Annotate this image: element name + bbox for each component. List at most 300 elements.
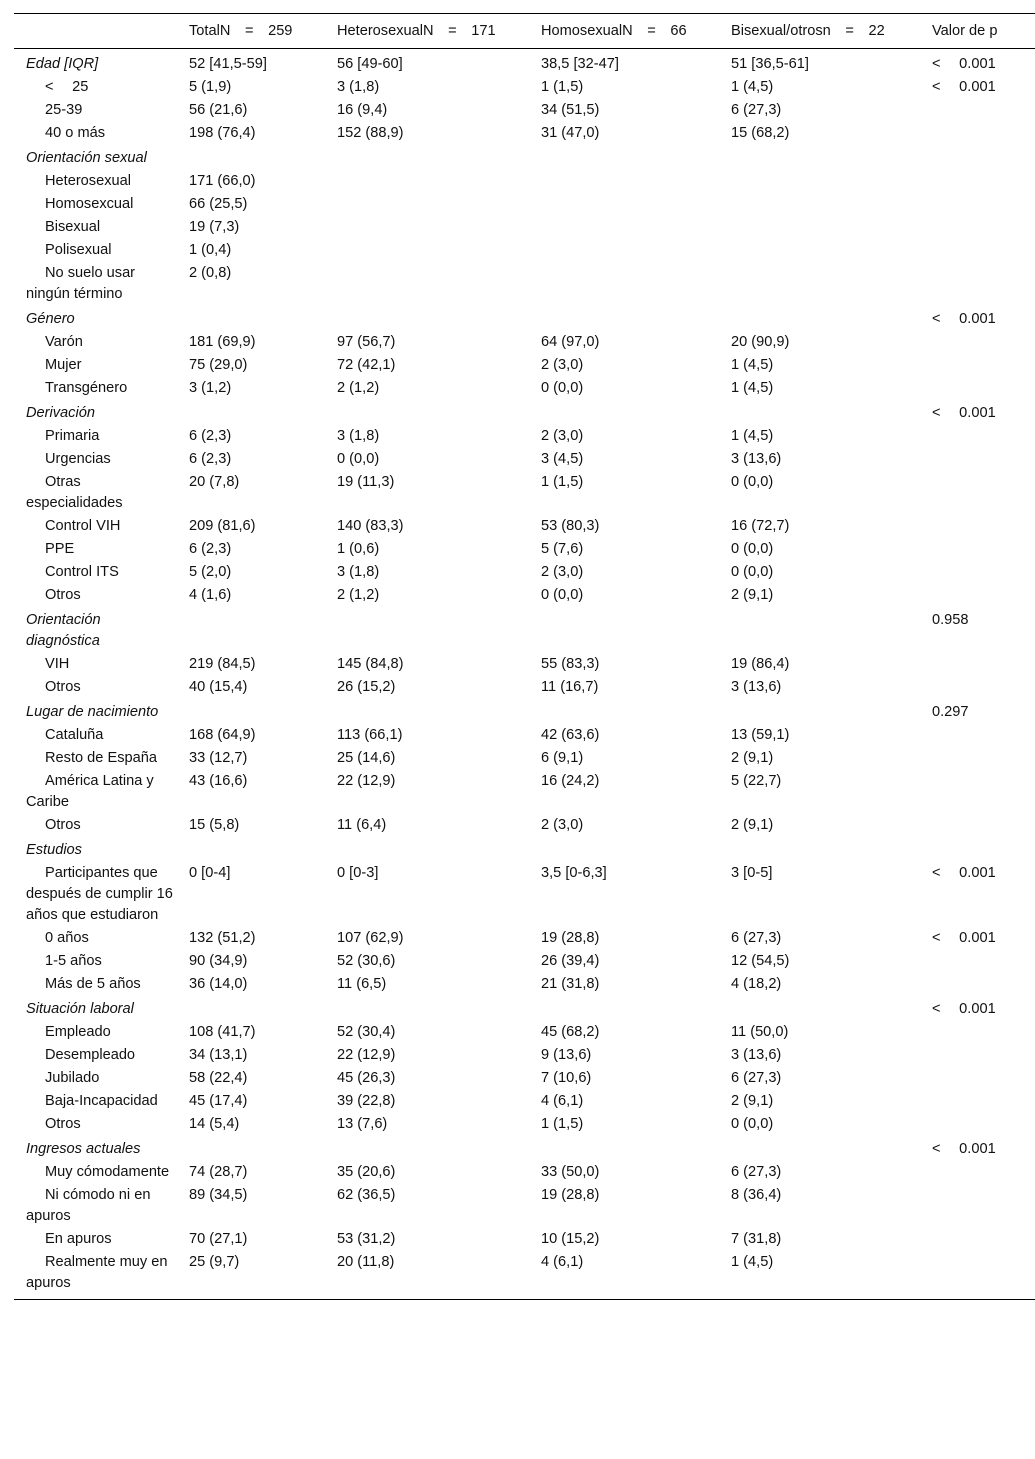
- table-row: [14, 331, 1035, 354]
- cell-homosexual: [527, 996, 717, 1021]
- cell-bisexual-otros: [717, 607, 918, 653]
- table-row: [14, 1251, 1035, 1300]
- cell-total: 70 (27,1): [189, 1231, 248, 1247]
- cell-heterosexual: 113 (66,1): [337, 727, 403, 743]
- cell-total: 6 (2,3): [189, 428, 232, 444]
- cell-homosexual: 34 (51,5): [541, 102, 600, 118]
- cell-bisexual-otros: 1 (4,5): [731, 357, 774, 373]
- cell-homosexual: 45 (68,2): [541, 1024, 600, 1040]
- table-row: [14, 724, 1035, 747]
- cell-p-value: [918, 770, 1035, 814]
- cell-bisexual-otros: 19 (86,4): [731, 656, 790, 672]
- cell-heterosexual: 0 [0-3]: [337, 865, 379, 881]
- cell-homosexual: [527, 1136, 717, 1161]
- table-row: [14, 1228, 1035, 1251]
- cell-total: 43 (16,6): [189, 773, 248, 789]
- cell-p-value: [918, 1228, 1035, 1251]
- cell-p-value: [918, 239, 1035, 262]
- cell-heterosexual: [323, 400, 527, 425]
- cell-homosexual: 38,5 [32-47]: [541, 56, 619, 72]
- cell-p-value: [918, 814, 1035, 837]
- cell-homosexual: 19 (28,8): [541, 1187, 600, 1203]
- table-row: [14, 122, 1035, 145]
- cell-heterosexual: 53 (31,2): [337, 1231, 396, 1247]
- table-row: [14, 216, 1035, 239]
- cell-homosexual: 1 (1,5): [541, 79, 584, 95]
- cell-homosexual: 3,5 [0-6,3]: [541, 865, 607, 881]
- table-row: [14, 561, 1035, 584]
- cell-total: 33 (12,7): [189, 750, 248, 766]
- cell-p-value: < 0.001: [932, 1001, 996, 1017]
- cell-p-value: < 0.001: [932, 79, 996, 95]
- cell-homosexual: 2 (3,0): [541, 357, 584, 373]
- cell-heterosexual: 0 (0,0): [337, 451, 380, 467]
- cell-total: 1 (0,4): [189, 242, 232, 258]
- cell-p-value: [918, 584, 1035, 607]
- cell-bisexual-otros: [717, 262, 918, 306]
- cell-label: Estudios: [26, 842, 82, 858]
- table-header: [14, 14, 1035, 49]
- cell-heterosexual: [323, 607, 527, 653]
- cell-label: Muy cómodamente: [45, 1164, 170, 1180]
- cell-bisexual-otros: 7 (31,8): [731, 1231, 782, 1247]
- cell-p-value: [918, 1090, 1035, 1113]
- cell-heterosexual: 97 (56,7): [337, 334, 396, 350]
- cell-homosexual: [527, 170, 717, 193]
- cell-total: 5 (1,9): [189, 79, 232, 95]
- cell-total: 209 (81,6): [189, 518, 256, 534]
- table-row: [14, 1090, 1035, 1113]
- cell-homosexual: 2 (3,0): [541, 817, 584, 833]
- cell-p-value: [918, 145, 1035, 170]
- table-row: [14, 193, 1035, 216]
- cell-total: 74 (28,7): [189, 1164, 248, 1180]
- cell-total: 75 (29,0): [189, 357, 248, 373]
- cell-bisexual-otros: 1 (4,5): [731, 1254, 774, 1270]
- cell-label: Otros: [45, 1116, 81, 1132]
- cell-label: En apuros: [45, 1231, 112, 1247]
- table-row: [14, 538, 1035, 561]
- cell-p-value: [918, 354, 1035, 377]
- cell-label: Cataluña: [45, 727, 104, 743]
- cell-heterosexual: 45 (26,3): [337, 1070, 396, 1086]
- cell-heterosexual: 2 (1,2): [337, 587, 380, 603]
- cell-label: Ni cómodo ni en apuros: [26, 1187, 151, 1224]
- cell-label: Orientación sexual: [26, 150, 147, 166]
- cell-total: [175, 400, 323, 425]
- cell-total: 58 (22,4): [189, 1070, 248, 1086]
- table-row: [14, 170, 1035, 193]
- cell-bisexual-otros: 2 (9,1): [731, 1093, 774, 1109]
- cell-homosexual: 1 (1,5): [541, 1116, 584, 1132]
- header-cell-heterosexual: HeterosexualN = 171: [337, 22, 496, 39]
- table-row: [14, 377, 1035, 400]
- cell-homosexual: [527, 216, 717, 239]
- cell-heterosexual: 22 (12,9): [337, 1047, 396, 1063]
- cell-total: 34 (13,1): [189, 1047, 248, 1063]
- cell-heterosexual: 3 (1,8): [337, 79, 380, 95]
- cell-bisexual-otros: [717, 1136, 918, 1161]
- cell-heterosexual: 39 (22,8): [337, 1093, 396, 1109]
- category-row: [14, 49, 1035, 77]
- cell-heterosexual: 20 (11,8): [337, 1254, 395, 1270]
- cell-bisexual-otros: [717, 996, 918, 1021]
- cell-heterosexual: 145 (84,8): [337, 656, 404, 672]
- cell-total: 0 [0-4]: [189, 865, 231, 881]
- cell-heterosexual: 56 [49-60]: [337, 56, 403, 72]
- cell-label: Otros: [45, 679, 81, 695]
- cell-heterosexual: 11 (6,4): [337, 817, 387, 833]
- cell-homosexual: [527, 400, 717, 425]
- cell-bisexual-otros: 11 (50,0): [731, 1024, 789, 1040]
- table-row: [14, 747, 1035, 770]
- cell-heterosexual: 62 (36,5): [337, 1187, 396, 1203]
- cell-bisexual-otros: 5 (22,7): [731, 773, 782, 789]
- cell-total: 90 (34,9): [189, 953, 248, 969]
- cell-heterosexual: [323, 216, 527, 239]
- cell-total: 25 (9,7): [189, 1254, 240, 1270]
- cell-homosexual: 26 (39,4): [541, 953, 600, 969]
- category-row: [14, 400, 1035, 425]
- cell-homosexual: [527, 306, 717, 331]
- table-row: [14, 676, 1035, 699]
- category-row: [14, 145, 1035, 170]
- cell-total: 45 (17,4): [189, 1093, 248, 1109]
- cell-heterosexual: [323, 170, 527, 193]
- header-cell-p-value: Valor de p: [932, 22, 998, 39]
- cell-heterosexual: [323, 306, 527, 331]
- cell-label: No suelo usar ningún término: [26, 265, 136, 302]
- cell-homosexual: 11 (16,7): [541, 679, 599, 695]
- cell-total: 14 (5,4): [189, 1116, 240, 1132]
- cell-p-value: < 0.001: [932, 311, 996, 327]
- cell-total: 198 (76,4): [189, 125, 256, 141]
- cell-label: Polisexual: [45, 242, 112, 258]
- cell-label: Homosexcual: [45, 196, 134, 212]
- cell-heterosexual: 11 (6,5): [337, 976, 387, 992]
- cell-p-value: [918, 170, 1035, 193]
- cell-label: Otros: [45, 817, 81, 833]
- cell-p-value: [918, 561, 1035, 584]
- cell-p-value: [918, 973, 1035, 996]
- cell-bisexual-otros: [717, 306, 918, 331]
- cell-homosexual: [527, 193, 717, 216]
- cell-p-value: [918, 425, 1035, 448]
- cell-p-value: [918, 515, 1035, 538]
- cell-p-value: [918, 1184, 1035, 1228]
- cell-label: Urgencias: [45, 451, 111, 467]
- table-row: [14, 515, 1035, 538]
- category-row: [14, 837, 1035, 862]
- cell-heterosexual: 19 (11,3): [337, 474, 395, 490]
- cell-total: 4 (1,6): [189, 587, 232, 603]
- cell-total: 36 (14,0): [189, 976, 248, 992]
- cell-heterosexual: 13 (7,6): [337, 1116, 388, 1132]
- cell-bisexual-otros: 3 (13,6): [731, 679, 782, 695]
- cell-heterosexual: [323, 193, 527, 216]
- cell-label: PPE: [45, 541, 75, 557]
- cell-label: Orientación diagnóstica: [26, 612, 101, 649]
- cell-p-value: [918, 747, 1035, 770]
- cell-label: < 25: [45, 79, 89, 95]
- header-row: [14, 14, 1035, 49]
- cell-p-value: 0.958: [932, 612, 969, 628]
- cell-label: Participantes que después de cumplir 16 años que estudiaron: [26, 865, 173, 923]
- cell-label: Varón: [45, 334, 83, 350]
- cell-p-value: [918, 216, 1035, 239]
- table-row: [14, 1067, 1035, 1090]
- cell-homosexual: 53 (80,3): [541, 518, 600, 534]
- cell-total: 6 (2,3): [189, 541, 232, 557]
- cell-bisexual-otros: [717, 145, 918, 170]
- header-cell-total: TotalN = 259: [189, 22, 293, 39]
- cell-heterosexual: 52 (30,4): [337, 1024, 396, 1040]
- table-row: [14, 471, 1035, 515]
- cell-total: 132 (51,2): [189, 930, 256, 946]
- cell-bisexual-otros: 8 (36,4): [731, 1187, 782, 1203]
- cell-p-value: [918, 99, 1035, 122]
- cell-label: Heterosexual: [45, 173, 131, 189]
- table-row: [14, 262, 1035, 306]
- cell-total: 20 (7,8): [189, 474, 240, 490]
- cell-bisexual-otros: 20 (90,9): [731, 334, 790, 350]
- cell-total: [175, 837, 323, 862]
- cell-p-value: < 0.001: [932, 56, 996, 72]
- cell-bisexual-otros: 1 (4,5): [731, 380, 774, 396]
- cell-total: [175, 145, 323, 170]
- cell-total: 6 (2,3): [189, 451, 232, 467]
- cell-total: 52 [41,5-59]: [189, 56, 267, 72]
- cell-homosexual: [527, 607, 717, 653]
- cell-total: 5 (2,0): [189, 564, 232, 580]
- cell-p-value: [918, 193, 1035, 216]
- cell-heterosexual: 152 (88,9): [337, 125, 404, 141]
- cell-homosexual: 0 (0,0): [541, 380, 584, 396]
- header-cell-homosexual: HomosexualN = 66: [541, 22, 687, 39]
- cell-total: [175, 996, 323, 1021]
- cell-label: VIH: [45, 656, 70, 672]
- table-row: [14, 99, 1035, 122]
- cell-total: 168 (64,9): [189, 727, 256, 743]
- cell-p-value: [918, 377, 1035, 400]
- cell-bisexual-otros: [717, 193, 918, 216]
- cell-homosexual: 42 (63,6): [541, 727, 600, 743]
- cell-p-value: [918, 1251, 1035, 1300]
- cell-heterosexual: 3 (1,8): [337, 564, 380, 580]
- cell-homosexual: 3 (4,5): [541, 451, 584, 467]
- cell-p-value: [918, 1021, 1035, 1044]
- cell-p-value: [918, 1067, 1035, 1090]
- cell-bisexual-otros: 3 (13,6): [731, 1047, 782, 1063]
- cell-total: [175, 306, 323, 331]
- cell-label: Ingresos actuales: [26, 1141, 141, 1157]
- cell-p-value: 0.297: [932, 704, 969, 720]
- cell-p-value: [918, 724, 1035, 747]
- cell-heterosexual: [323, 145, 527, 170]
- cell-total: 181 (69,9): [189, 334, 256, 350]
- cell-homosexual: 16 (24,2): [541, 773, 600, 789]
- cell-bisexual-otros: 51 [36,5-61]: [731, 56, 809, 72]
- cell-label: Empleado: [45, 1024, 111, 1040]
- cell-homosexual: 10 (15,2): [541, 1231, 600, 1247]
- cell-p-value: [918, 538, 1035, 561]
- cell-bisexual-otros: 6 (27,3): [731, 930, 782, 946]
- category-row: [14, 699, 1035, 724]
- cell-p-value: [918, 448, 1035, 471]
- cell-label: Desempleado: [45, 1047, 136, 1063]
- cell-total: 19 (7,3): [189, 219, 240, 235]
- cell-homosexual: [527, 699, 717, 724]
- cell-label: Baja-Incapacidad: [45, 1093, 158, 1109]
- cell-label: Más de 5 años: [45, 976, 141, 992]
- cell-heterosexual: [323, 239, 527, 262]
- table-row: [14, 862, 1035, 927]
- cell-homosexual: 9 (13,6): [541, 1047, 592, 1063]
- cell-heterosexual: [323, 262, 527, 306]
- cell-label: Otros: [45, 587, 81, 603]
- cell-label: Derivación: [26, 405, 95, 421]
- cell-p-value: [918, 331, 1035, 354]
- cell-label: Mujer: [45, 357, 82, 373]
- cell-heterosexual: 72 (42,1): [337, 357, 396, 373]
- cell-bisexual-otros: 2 (9,1): [731, 750, 774, 766]
- cell-label: Lugar de nacimiento: [26, 704, 159, 720]
- cell-homosexual: 0 (0,0): [541, 587, 584, 603]
- cell-homosexual: [527, 145, 717, 170]
- table-row: [14, 354, 1035, 377]
- cell-label: 25-39: [45, 102, 83, 118]
- cell-heterosexual: 22 (12,9): [337, 773, 396, 789]
- table-row: [14, 76, 1035, 99]
- cell-heterosexual: [323, 699, 527, 724]
- cell-total: 40 (15,4): [189, 679, 248, 695]
- cell-label: 0 años: [45, 930, 89, 946]
- cell-p-value: [918, 950, 1035, 973]
- cell-label: Transgénero: [45, 380, 128, 396]
- cell-heterosexual: 3 (1,8): [337, 428, 380, 444]
- cell-label: Realmente muy en apuros: [26, 1254, 168, 1291]
- cell-heterosexual: 52 (30,6): [337, 953, 396, 969]
- cell-homosexual: 33 (50,0): [541, 1164, 600, 1180]
- cell-bisexual-otros: 13 (59,1): [731, 727, 790, 743]
- cell-label: Género: [26, 311, 75, 327]
- cell-p-value: [918, 837, 1035, 862]
- cell-bisexual-otros: 0 (0,0): [731, 564, 774, 580]
- cell-homosexual: [527, 837, 717, 862]
- category-row: [14, 306, 1035, 331]
- category-row: [14, 607, 1035, 653]
- demographics-table: [14, 13, 1035, 1300]
- table-row: [14, 425, 1035, 448]
- cell-heterosexual: 16 (9,4): [337, 102, 388, 118]
- table-row: [14, 653, 1035, 676]
- cell-label: Control ITS: [45, 564, 119, 580]
- cell-homosexual: 5 (7,6): [541, 541, 584, 557]
- cell-total: 219 (84,5): [189, 656, 256, 672]
- cell-heterosexual: [323, 1136, 527, 1161]
- cell-bisexual-otros: 6 (27,3): [731, 102, 782, 118]
- header-cell-label: [14, 14, 175, 49]
- cell-label: 1-5 años: [45, 953, 102, 969]
- cell-bisexual-otros: [717, 216, 918, 239]
- cell-homosexual: 21 (31,8): [541, 976, 600, 992]
- cell-bisexual-otros: 2 (9,1): [731, 587, 774, 603]
- cell-homosexual: 2 (3,0): [541, 428, 584, 444]
- table-row: [14, 584, 1035, 607]
- cell-bisexual-otros: 6 (27,3): [731, 1164, 782, 1180]
- cell-heterosexual: 25 (14,6): [337, 750, 396, 766]
- cell-label: 40 o más: [45, 125, 106, 141]
- cell-bisexual-otros: 3 [0-5]: [731, 865, 773, 881]
- cell-label: Resto de España: [45, 750, 157, 766]
- cell-bisexual-otros: [717, 400, 918, 425]
- cell-p-value: [918, 1113, 1035, 1136]
- cell-p-value: [918, 471, 1035, 515]
- cell-p-value: [918, 1161, 1035, 1184]
- cell-bisexual-otros: 2 (9,1): [731, 817, 774, 833]
- cell-bisexual-otros: 3 (13,6): [731, 451, 782, 467]
- cell-bisexual-otros: 1 (4,5): [731, 428, 774, 444]
- cell-heterosexual: [323, 837, 527, 862]
- cell-total: 171 (66,0): [189, 173, 256, 189]
- table-row: [14, 814, 1035, 837]
- cell-total: 56 (21,6): [189, 102, 248, 118]
- cell-label: Primaria: [45, 428, 100, 444]
- cell-p-value: [918, 122, 1035, 145]
- cell-label: Jubilado: [45, 1070, 100, 1086]
- cell-p-value: [918, 653, 1035, 676]
- table-row: [14, 1161, 1035, 1184]
- cell-total: [175, 1136, 323, 1161]
- cell-homosexual: 31 (47,0): [541, 125, 600, 141]
- table-row: [14, 1044, 1035, 1067]
- cell-label: Otras especialidades: [26, 474, 123, 511]
- cell-homosexual: 4 (6,1): [541, 1093, 584, 1109]
- cell-total: [175, 607, 323, 653]
- cell-bisexual-otros: [717, 170, 918, 193]
- cell-p-value: [918, 676, 1035, 699]
- cell-bisexual-otros: 6 (27,3): [731, 1070, 782, 1086]
- table-row: [14, 950, 1035, 973]
- cell-p-value: < 0.001: [932, 1141, 996, 1157]
- cell-p-value: < 0.001: [932, 865, 996, 881]
- header-cell-bisexual-otros: Bisexual/otrosn = 22: [731, 22, 885, 39]
- cell-total: 3 (1,2): [189, 380, 232, 396]
- cell-bisexual-otros: 15 (68,2): [731, 125, 790, 141]
- table-row: [14, 927, 1035, 950]
- category-row: [14, 996, 1035, 1021]
- cell-label: América Latina y Caribe: [26, 773, 154, 810]
- cell-heterosexual: 35 (20,6): [337, 1164, 396, 1180]
- cell-bisexual-otros: 12 (54,5): [731, 953, 790, 969]
- cell-heterosexual: [323, 996, 527, 1021]
- table-row: [14, 1021, 1035, 1044]
- cell-p-value: [918, 262, 1035, 306]
- cell-bisexual-otros: [717, 239, 918, 262]
- cell-bisexual-otros: 16 (72,7): [731, 518, 790, 534]
- cell-homosexual: [527, 262, 717, 306]
- table-row: [14, 770, 1035, 814]
- cell-label: Edad [IQR]: [26, 56, 99, 72]
- cell-heterosexual: 2 (1,2): [337, 380, 380, 396]
- cell-bisexual-otros: 1 (4,5): [731, 79, 774, 95]
- cell-homosexual: 64 (97,0): [541, 334, 600, 350]
- cell-bisexual-otros: 0 (0,0): [731, 474, 774, 490]
- cell-heterosexual: 26 (15,2): [337, 679, 396, 695]
- table-row: [14, 448, 1035, 471]
- cell-label: Situación laboral: [26, 1001, 134, 1017]
- cell-total: 2 (0,8): [189, 265, 232, 281]
